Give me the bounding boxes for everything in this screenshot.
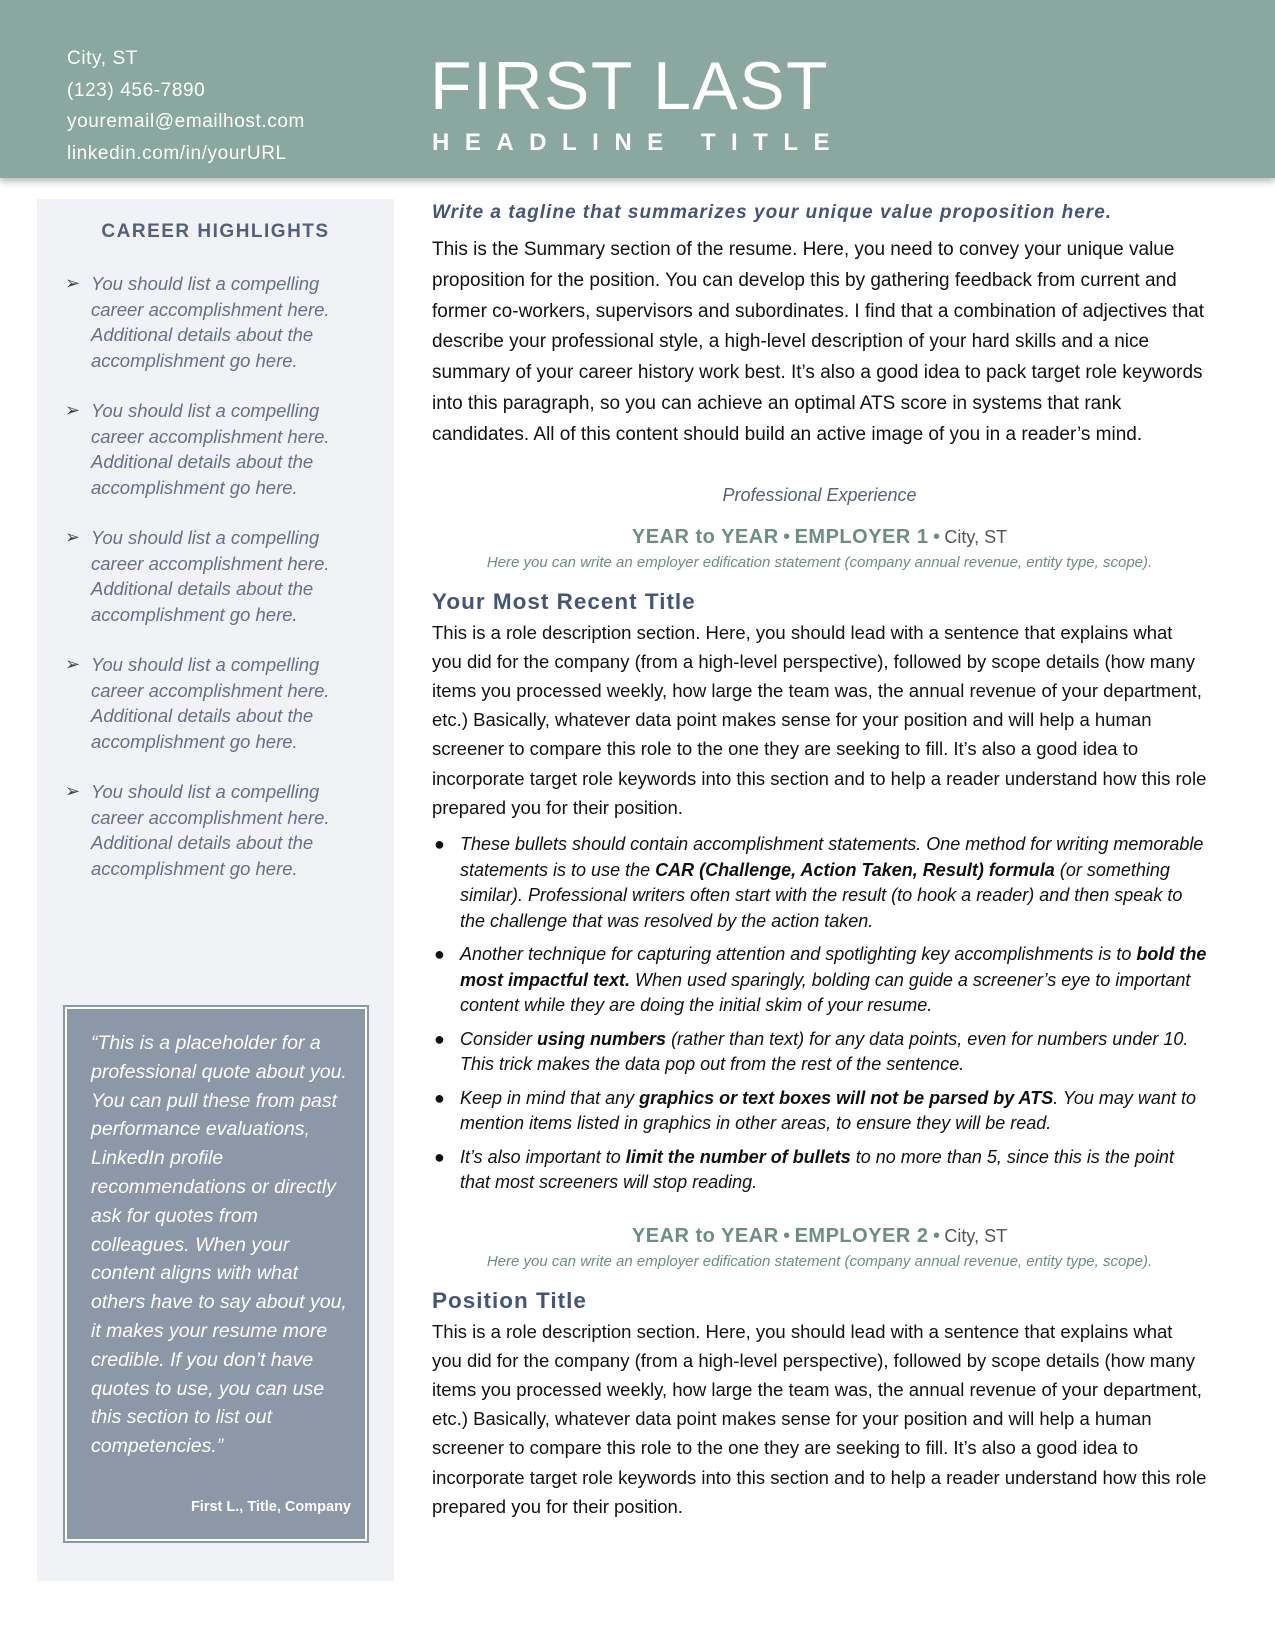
bullet-text: . You may want to mention items listed in graphics in other areas, to ensure they will be read.	[460, 1087, 1196, 1133]
tagline: Write a tagline that summarizes your unique value proposition here.	[432, 202, 1113, 223]
bullet-text: When used sparingly, bolding can guide a screener’s eye to important content while they are doing the initial skim of your resume.	[460, 969, 1191, 1015]
bullet-dot-icon: ●	[434, 944, 445, 964]
bullet-bold-text: limit the number of bullets	[625, 1146, 851, 1167]
bullet-text: to no more than 5, since this is the point that most screeners will stop reading.	[460, 1146, 1174, 1192]
bullet-text: (rather than text) for any data points, even for numbers under 10. This trick makes the data pop out from the rest of the sentence.	[460, 1028, 1189, 1074]
employer-dates: YEAR to YEAR	[631, 525, 779, 548]
arrow-bullet-icon: ➢	[65, 273, 81, 293]
main-content	[432, 198, 1207, 1521]
bullet-text: Keep in mind that any	[460, 1087, 640, 1108]
highlight-item	[65, 271, 385, 373]
employer-line	[432, 1223, 1207, 1251]
contact-city: City, ST	[67, 48, 138, 69]
employer-name: EMPLOYER 2	[794, 1224, 929, 1247]
candidate-name: FIRST LAST	[430, 48, 830, 124]
accomplishment-bullet	[432, 832, 1207, 934]
highlight-item	[65, 779, 385, 881]
sidebar	[37, 199, 394, 1581]
bullet-text: Another technique for capturing attention and spotlighting key accomplishments is to	[460, 944, 1137, 964]
highlight-text: You should list a compelling career accomplishment here. Additional details about the accomplishment go here.	[91, 654, 330, 752]
bullet-text: (or something similar). Professional writers often start with the result (to hook a reader) and then speak to the challenge that was resolved by the action taken.	[460, 859, 1183, 931]
accomplishment-bullet	[432, 1027, 1207, 1078]
employer-section	[432, 524, 1207, 1196]
highlight-item	[65, 525, 385, 627]
quote-box	[65, 1007, 367, 1541]
arrow-bullet-icon: ➢	[65, 781, 81, 801]
bullet-dot-icon: ●	[434, 1146, 445, 1167]
quote-text: “This is a placeholder for a professional quote about you. You can pull these from past performance evaluations, LinkedIn profile recommendations or directly ask for quotes from colleagues. When your content aligns with what others have to say about you, it makes your resume more credible. If you don’t have quotes to use, you can use this section to list out competencies.”	[91, 1032, 347, 1458]
career-highlights-title: CAREER HIGHLIGHTS	[101, 221, 330, 242]
arrow-bullet-icon: ➢	[65, 654, 81, 674]
role-description: This is a role description section. Here, you should lead with a sentence that explains what you did for the company (from a high-level perspective), followed by scope details (how many items you processed weekly, how large the team was, the annual revenue of your department, etc.) Basically, whatever data point makes sense for your position and will help a human screener to compare this role to the one they are seeking to fill. It’s also a good idea to incorporate target role keywords into this section and to help a reader understand how this role prepared you for their position.	[432, 1320, 1207, 1517]
employer-city: City, ST	[944, 526, 1008, 547]
career-highlights-list	[65, 271, 385, 906]
highlight-item	[65, 398, 385, 500]
employer-line	[432, 524, 1207, 552]
employer-section	[432, 1223, 1207, 1521]
bullet-text: It’s also important to	[460, 1146, 626, 1167]
separator: •	[783, 525, 791, 548]
bullet-bold-text: graphics or text boxes will not be parsed by ATS	[639, 1087, 1054, 1108]
quote-attribution: First L., Title, Company	[190, 1499, 351, 1515]
bullet-dot-icon: ●	[434, 1028, 445, 1049]
contact-phone: (123) 456-7890	[67, 79, 206, 101]
role-title: Your Most Recent Title	[432, 588, 696, 614]
bullet-text: These bullets should contain accomplishment statements. One method for writing memorable statements is to use the	[460, 834, 1204, 880]
highlight-text: You should list a compelling career accomplishment here. Additional details about the accomplishment go here.	[91, 781, 330, 879]
bullet-dot-icon: ●	[434, 834, 445, 854]
role-description: This is a role description section. Here, you should lead with a sentence that explains what you did for the company (from a high-level perspective), followed by scope details (how many items you processed weekly, how large the team was, the annual revenue of your department, etc.) Basically, whatever data point makes sense for your position and will help a human screener to compare this role to the one they are seeking to fill. It’s also a good idea to incorporate target role keywords into this section and to help a reader understand how this role prepared you for their position.	[432, 621, 1207, 818]
contact-linkedin: linkedin.com/in/yourURL	[67, 142, 287, 164]
contact-email: youremail@emailhost.com	[67, 111, 305, 132]
employer-description: Here you can write an employer edification statement (company annual revenue, entity type, scope).	[486, 553, 1153, 571]
headline-title: HEADLINE TITLE	[432, 129, 845, 156]
employer-name: EMPLOYER 1	[794, 525, 929, 548]
bullet-bold-text: CAR (Challenge, Action Taken, Result) formula	[655, 859, 1055, 880]
role-title: Position Title	[432, 1287, 587, 1313]
bullet-bold-text: bold the most impactful text.	[460, 944, 1207, 990]
bullet-dot-icon: ●	[434, 1087, 445, 1108]
accomplishment-list	[432, 832, 1207, 1196]
bullet-bold-text: using numbers	[537, 1028, 667, 1049]
highlight-text: You should list a compelling career accomplishment here. Additional details about the accomplishment go here.	[91, 400, 330, 498]
header-banner	[0, 0, 1275, 178]
employer-city: City, ST	[944, 1225, 1008, 1246]
highlight-text: You should list a compelling career accomplishment here. Additional details about the accomplishment go here.	[91, 273, 330, 371]
separator: •	[932, 525, 940, 548]
separator: •	[932, 1224, 940, 1247]
accomplishment-bullet	[432, 1145, 1207, 1196]
bullet-text: Consider	[460, 1028, 538, 1049]
highlight-text: You should list a compelling career accomplishment here. Additional details about the accomplishment go here.	[91, 527, 330, 625]
accomplishment-bullet	[432, 942, 1207, 1019]
highlight-item	[65, 652, 385, 754]
arrow-bullet-icon: ➢	[65, 400, 81, 420]
separator: •	[783, 1224, 791, 1247]
employer-description: Here you can write an employer edification statement (company annual revenue, entity type, scope).	[486, 1252, 1153, 1270]
contact-info	[67, 43, 305, 169]
experience-heading: Professional Experience	[722, 484, 917, 505]
employer-dates: YEAR to YEAR	[631, 1224, 779, 1247]
accomplishment-bullet	[432, 1086, 1207, 1137]
arrow-bullet-icon: ➢	[65, 527, 81, 547]
summary-paragraph: This is the Summary section of the resume. Here, you need to convey your unique value proposition for the position. You can develop this by gathering feedback from current and former co-workers, supervisors and subordinates. I find that a combination of adjectives that describe your professional style, a high-level description of your hard skills and a nice summary of your career history work best. It’s also a good idea to pack target role keywords into this paragraph, so you can achieve an optimal ATS score in systems that rank candidates. All of this content should build an active image of you in a reader’s mind.	[432, 239, 1204, 445]
